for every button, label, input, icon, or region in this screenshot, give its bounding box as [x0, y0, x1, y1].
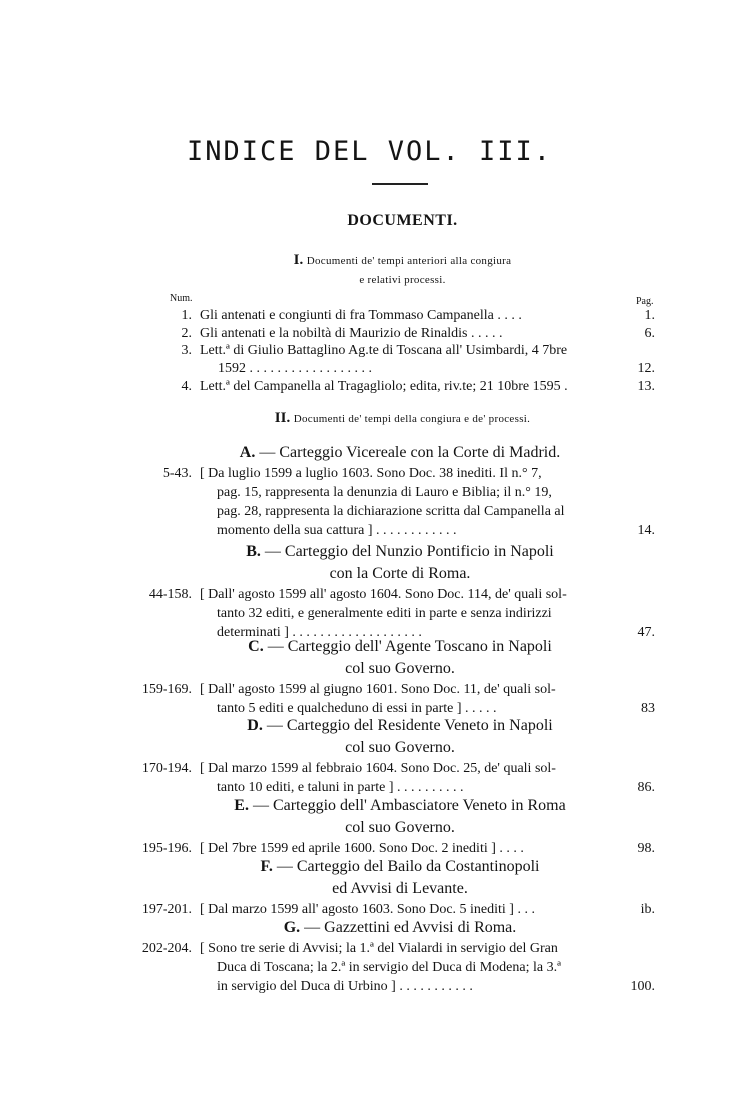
entry-page: 13.	[637, 379, 655, 394]
group-letter: G.	[283, 919, 305, 936]
group-page: 83	[641, 701, 655, 716]
group-description-line: determinati ] . . . . . . . . . . . . . . . . . . .	[217, 625, 422, 640]
group-title	[0, 717, 739, 735]
group-title-text: — Carteggio del Bailo da Costantinopoli	[276, 858, 540, 875]
entry-number: 3.	[181, 343, 192, 358]
group-letter: D.	[247, 717, 267, 734]
group-letter: B.	[246, 543, 265, 560]
group-range: 5-43.	[162, 466, 192, 481]
group-description-line: [ Dall' agosto 1599 all' agosto 1604. Sono Doc. 114, de' quali sol-	[200, 587, 567, 602]
group-range: 195-196.	[141, 841, 192, 856]
section-title: DOCUMENTI.	[347, 212, 458, 229]
entry-number: 4.	[181, 379, 192, 394]
entry-number: 1.	[181, 308, 192, 323]
part1-heading-2	[0, 272, 739, 288]
group-title-text: — Carteggio dell' Agente Toscano in Napoli	[267, 638, 552, 655]
entry-text: Lett.ª di Giulio Battaglino Ag.te di Toscana all' Usimbardi, 4 7bre	[200, 343, 568, 358]
group-title-text: — Carteggio dell' Ambasciatore Veneto in Roma	[252, 797, 566, 814]
page-title: INDICE DEL VOL. III.	[186, 136, 553, 167]
group-description-line: [ Sono tre serie di Avvisi; la 1.ª del Vialardi in servigio del Gran	[200, 941, 558, 956]
title-rule	[372, 183, 428, 185]
group-description-line: [ Da luglio 1599 a luglio 1603. Sono Doc. 38 inediti. Il n.° 7,	[200, 466, 542, 481]
pag-label: Pag.	[636, 296, 654, 307]
group-description-line: tanto 5 editi e qualcheduno di essi in parte ] . . . . .	[217, 701, 497, 716]
group-page: 98.	[637, 841, 655, 856]
group-description-line: [ Dal marzo 1599 all' agosto 1603. Sono Doc. 5 inediti ] . . .	[200, 902, 535, 917]
entry-number: 2.	[181, 326, 192, 341]
part2-heading	[0, 410, 739, 427]
group-letter: F.	[260, 858, 277, 875]
group-subtitle: col suo Governo.	[345, 660, 455, 677]
part1-heading	[0, 252, 739, 269]
group-page: ib.	[640, 902, 655, 917]
num-label: Num.	[170, 293, 193, 304]
group-title	[0, 858, 739, 876]
group-page: 14.	[637, 523, 655, 538]
entry-page: 6.	[644, 326, 655, 341]
group-title-text: — Carteggio Vicereale con la Corte di Madrid.	[259, 444, 561, 461]
group-letter: E.	[234, 797, 253, 814]
group-page: 86.	[637, 780, 655, 795]
group-subtitle: ed Avvisi di Levante.	[332, 880, 468, 897]
group-subtitle: con la Corte di Roma.	[329, 565, 471, 582]
group-subtitle: col suo Governo.	[345, 819, 455, 836]
group-range: 197-201.	[141, 902, 192, 917]
group-range: 202-204.	[141, 941, 192, 956]
group-range: 170-194.	[141, 761, 192, 776]
group-letter: C.	[248, 638, 268, 655]
group-description-line: tanto 10 editi, e taluni in parte ] . . . . . . . . . .	[217, 780, 464, 795]
group-description-line: [ Del 7bre 1599 ed aprile 1600. Sono Doc. 2 inediti ] . . . .	[200, 841, 524, 856]
group-title-text: — Gazzettini ed Avvisi di Roma.	[304, 919, 517, 936]
group-range: 159-169.	[141, 682, 192, 697]
part1-heading-line2: e relativi processi.	[359, 274, 446, 286]
group-title	[0, 444, 739, 462]
group-subtitle: col suo Governo.	[345, 739, 455, 756]
entry-text: Gli antenati e la nobiltà di Maurizio de Rinaldis . . . . .	[200, 326, 503, 341]
part1-roman: I.	[293, 252, 304, 268]
group-description-line: momento della sua cattura ] . . . . . . . . . . . .	[217, 523, 457, 538]
group-description-line: [ Dal marzo 1599 al febbraio 1604. Sono Doc. 25, de' quali sol-	[200, 761, 556, 776]
group-description-line: tanto 32 editi, e generalmente editi in parte e senza indirizzi	[217, 606, 552, 621]
group-title	[0, 919, 739, 937]
group-title-text: — Carteggio del Residente Veneto in Napoli	[266, 717, 553, 734]
entry-page: 12.	[637, 361, 655, 376]
group-range: 44-158.	[148, 587, 192, 602]
part2-roman: II.	[274, 410, 291, 426]
group-description-line: Duca di Toscana; la 2.ª in servigio del Duca di Modena; la 3.ª	[217, 960, 561, 975]
group-page: 47.	[637, 625, 655, 640]
group-description-line: [ Dall' agosto 1599 al giugno 1601. Sono Doc. 11, de' quali sol-	[200, 682, 556, 697]
group-title	[0, 797, 739, 815]
group-title	[0, 543, 739, 561]
part1-heading-line1: Documenti de' tempi anteriori alla congiura	[306, 255, 512, 267]
group-title	[0, 638, 739, 656]
entry-text: Gli antenati e congiunti di fra Tommaso Campanella . . . .	[200, 308, 522, 323]
group-letter: A.	[239, 444, 260, 461]
entry-text: Lett.ª del Campanella al Tragagliolo; edita, riv.te; 21 10bre 1595 .	[200, 379, 568, 394]
entry-text-continued: 1592 . . . . . . . . . . . . . . . . . .	[218, 361, 372, 376]
group-title-text: — Carteggio del Nunzio Pontificio in Napoli	[264, 543, 554, 560]
part2-heading-text: Documenti de' tempi della congiura e de' processi.	[293, 413, 531, 425]
group-description-line: pag. 28, rappresenta la dichiarazione scritta dal Campanella al	[217, 504, 565, 519]
entry-page: 1.	[644, 308, 655, 323]
group-description-line: in servigio del Duca di Urbino ] . . . . . . . . . . .	[217, 979, 473, 994]
group-description-line: pag. 15, rappresenta la denunzia di Lauro e Biblia; il n.° 19,	[217, 485, 552, 500]
group-page: 100.	[630, 979, 655, 994]
